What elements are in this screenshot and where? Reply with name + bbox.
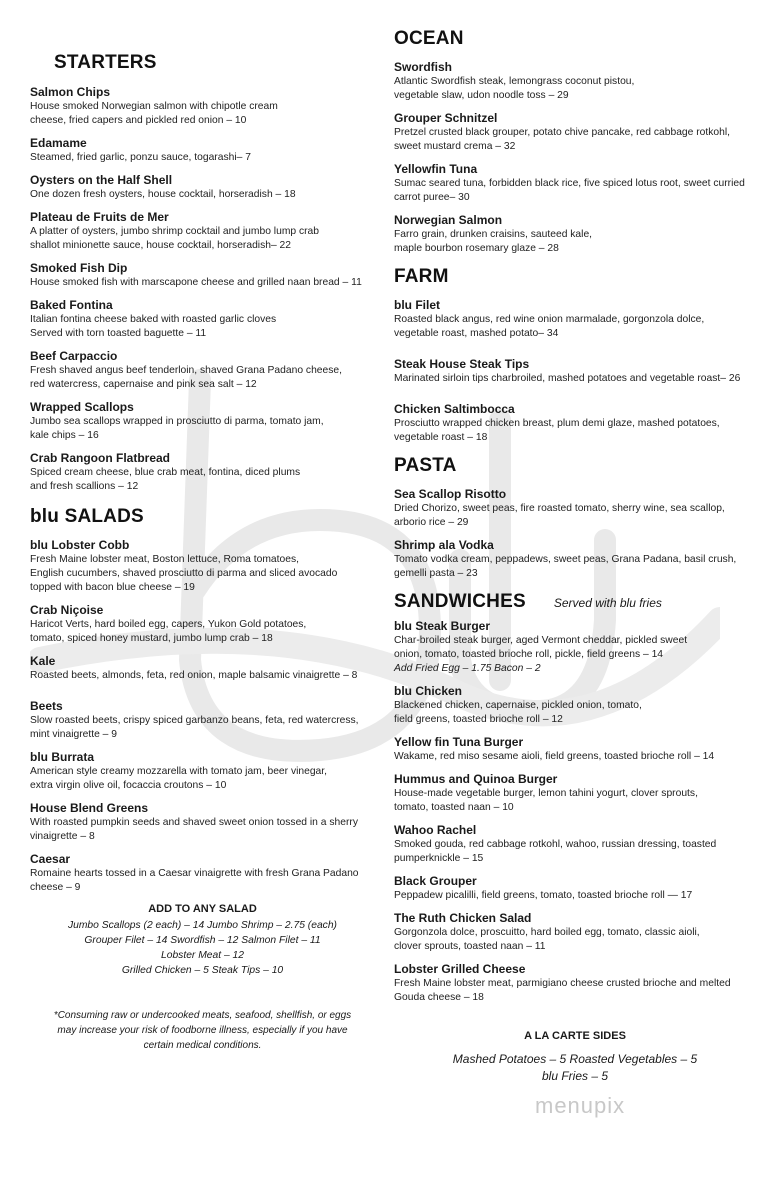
menu-item <box>394 619 756 676</box>
item-description: Atlantic Swordfish steak, lemongrass coconut pistou, vegetable slaw, udon noodle toss – 29 <box>394 76 635 101</box>
menu-item <box>394 60 756 103</box>
item-description: Farro grain, drunken craisins, sauteed kale, maple bourbon rosemary glaze – 28 <box>394 229 593 254</box>
item-name: Steak House Steak Tips <box>394 357 530 371</box>
add-on-line: Grilled Chicken – 5 Steak Tips – 10 <box>121 965 284 976</box>
item-name: Chicken Saltimbocca <box>394 402 515 416</box>
item-description: House-made vegetable burger, lemon tahini yogurt, clover sprouts, tomato, toasted naan – 10 <box>394 788 698 813</box>
item-name: blu Steak Burger <box>394 619 491 633</box>
menu-item <box>30 852 375 895</box>
item-name: Black Grouper <box>394 874 477 888</box>
item-addon: Add Fried Egg – 1.75 Bacon – 2 <box>394 663 541 674</box>
menu-item <box>30 538 375 595</box>
item-description: Fresh Maine lobster meat, parmigiano cheese crusted brioche and melted Gouda cheese – 18 <box>394 978 731 1003</box>
item-name: blu Burrata <box>30 750 95 764</box>
menu-item <box>394 874 756 903</box>
item-description: Char-broiled steak burger, aged Vermont cheddar, pickled sweet onion, tomato, toasted brioche roll, pickle, field greens – 14 <box>394 635 688 660</box>
item-name: The Ruth Chicken Salad <box>394 911 532 925</box>
item-name: blu Filet <box>394 298 440 312</box>
item-name: Baked Fontina <box>30 298 113 312</box>
menu-item <box>394 357 756 386</box>
menu-item <box>30 173 375 202</box>
ocean-heading: OCEAN <box>394 28 464 49</box>
add-on-line: Lobster Meat – 12 <box>161 950 244 961</box>
left-column <box>30 52 375 1053</box>
salads-heading: blu SALADS <box>30 506 144 527</box>
menu-item <box>30 210 375 253</box>
pasta-heading: PASTA <box>394 455 457 476</box>
menu-item <box>394 213 756 256</box>
item-description: A platter of oysters, jumbo shrimp cocktail and jumbo lump crab shallot minionette sauce, house cocktail, horseradish– 22 <box>30 226 320 251</box>
menu-item <box>30 699 375 742</box>
menu-item <box>394 684 756 727</box>
menu-item <box>30 750 375 793</box>
add-to-salad-heading: ADD TO ANY SALAD <box>148 903 257 915</box>
menu-item <box>30 261 375 290</box>
item-description: Roasted beets, almonds, feta, red onion, maple balsamic vinaigrette – 8 <box>30 670 358 681</box>
menu-item <box>394 735 756 764</box>
item-name: Hummus and Quinoa Burger <box>394 772 558 786</box>
item-description: Fresh Maine lobster meat, Boston lettuce, Roma tomatoes, English cucumbers, shaved prosciutto di parma and sliced avocado topped with bacon blue cheese – 19 <box>30 554 338 593</box>
menupix-logo: menupix <box>535 1093 626 1118</box>
served-with-note: Served with blu fries <box>553 596 662 610</box>
starters-heading: STARTERS <box>54 52 157 73</box>
item-name: Yellow fin Tuna Burger <box>394 735 524 749</box>
item-description: House smoked Norwegian salmon with chipotle cream cheese, fried capers and pickled red onion – 10 <box>30 101 278 126</box>
item-description: Roasted black angus, red wine onion marmalade, gorgonzola dolce, vegetable roast, mashed potato– 34 <box>394 314 705 339</box>
item-description: Fresh shaved angus beef tenderloin, shaved Grana Padano cheese, red watercress, capernaise and pink sea salt – 12 <box>30 365 342 390</box>
item-description: Italian fontina cheese baked with roasted garlic cloves Served with torn toasted baguette – 11 <box>30 314 277 339</box>
item-name: Lobster Grilled Cheese <box>394 962 526 976</box>
item-name: Salmon Chips <box>30 85 111 99</box>
menu-item <box>30 136 375 165</box>
sides-line: blu Fries – 5 <box>541 1069 609 1083</box>
item-description: Prosciutto wrapped chicken breast, plum demi glaze, mashed potatoes, vegetable roast – 18 <box>394 418 720 443</box>
item-description: Gorgonzola dolce, proscuitto, hard boiled egg, tomato, classic aioli, clover sprouts, toasted naan – 11 <box>394 927 700 952</box>
menu-item <box>394 823 756 866</box>
menu-item <box>30 349 375 392</box>
item-name: Sea Scallop Risotto <box>394 487 507 501</box>
item-description: Steamed, fried garlic, ponzu sauce, togarashi– 7 <box>30 152 251 163</box>
item-description: Marinated sirloin tips charbroiled, mashed potatoes and vegetable roast– 26 <box>394 373 741 384</box>
item-name: Shrimp ala Vodka <box>394 538 494 552</box>
add-on-line: Grouper Filet – 14 Swordfish – 12 Salmon Filet – 11 <box>84 935 321 946</box>
item-description: Peppadew picalilli, field greens, tomato, toasted brioche roll — 17 <box>394 890 693 901</box>
sandwiches-heading: SANDWICHES <box>394 591 526 612</box>
menu-item <box>30 451 375 494</box>
item-description: One dozen fresh oysters, house cocktail, horseradish – 18 <box>30 189 296 200</box>
menu-item <box>30 400 375 443</box>
consumer-advisory: *Consuming raw or undercooked meats, seafood, shellfish, or eggs may increase your risk of foodborne illness, especially if you have certain medical conditions. <box>53 1010 352 1051</box>
item-name: Norwegian Salmon <box>394 213 503 227</box>
item-name: Plateau de Fruits de Mer <box>30 210 169 224</box>
menu-item <box>394 487 756 530</box>
item-description: American style creamy mozzarella with tomato jam, beer vinegar, extra virgin olive oil, focaccia croutons – 10 <box>30 766 328 791</box>
item-description: Tomato vodka cream, peppadews, sweet peas, Grana Padana, basil crush, gemelli pasta – 23 <box>394 554 737 579</box>
item-name: Wrapped Scallops <box>30 400 134 414</box>
item-name: Beets <box>30 699 63 713</box>
item-name: Edamame <box>30 136 87 150</box>
item-name: Wahoo Rachel <box>394 823 477 837</box>
item-name: Smoked Fish Dip <box>30 261 128 275</box>
item-description: Haricot Verts, hard boiled egg, capers, Yukon Gold potatoes, tomato, spiced honey mustard, jumbo lump crab – 18 <box>30 619 307 644</box>
item-description: With roasted pumpkin seeds and shaved sweet onion tossed in a sherry vinaigrette – 8 <box>30 817 358 842</box>
sides-heading: A LA CARTE SIDES <box>524 1030 626 1042</box>
item-description: House smoked fish with marscapone cheese and grilled naan bread – 11 <box>30 277 362 288</box>
add-to-salad-box <box>30 903 375 978</box>
farm-heading: FARM <box>394 266 449 287</box>
item-description: Wakame, red miso sesame aioli, field greens, toasted brioche roll – 14 <box>394 751 715 762</box>
sides-line: Mashed Potatoes – 5 Roasted Vegetables – 5 <box>452 1052 698 1066</box>
menu-item <box>394 162 756 205</box>
item-name: blu Chicken <box>394 684 463 698</box>
menu-item <box>30 654 375 683</box>
item-name: Grouper Schnitzel <box>394 111 498 125</box>
menu-item <box>30 298 375 341</box>
item-description: Spiced cream cheese, blue crab meat, fontina, diced plums and fresh scallions – 12 <box>30 467 301 492</box>
item-description: Sumac seared tuna, forbidden black rice, five spiced lotus root, sweet curried carrot puree– 30 <box>394 178 745 203</box>
item-name: House Blend Greens <box>30 801 149 815</box>
item-name: Swordfish <box>394 60 453 74</box>
item-name: blu Lobster Cobb <box>30 538 130 552</box>
item-name: Beef Carpaccio <box>30 349 118 363</box>
item-name: Crab Niçoise <box>30 603 104 617</box>
item-name: Crab Rangoon Flatbread <box>30 451 171 465</box>
sandwiches-header <box>394 591 756 613</box>
menu-item <box>30 85 375 128</box>
menu-item <box>394 402 756 445</box>
menu-item <box>394 911 756 954</box>
item-description: Pretzel crusted black grouper, potato chive pancake, red cabbage rotkohl, sweet mustard crema – 32 <box>394 127 730 152</box>
add-on-line: Jumbo Scallops (2 each) – 14 Jumbo Shrimp – 2.75 (each) <box>67 920 337 931</box>
menu-item <box>394 111 756 154</box>
item-name: Caesar <box>30 852 71 866</box>
item-description: Blackened chicken, capernaise, pickled onion, tomato, field greens, toasted brioche roll – 12 <box>394 700 642 725</box>
item-name: Yellowfin Tuna <box>394 162 478 176</box>
menu-item <box>394 962 756 1005</box>
right-column <box>394 28 756 1013</box>
item-description: Romaine hearts tossed in a Caesar vinaigrette with fresh Grana Padano cheese – 9 <box>30 868 359 893</box>
item-description: Smoked gouda, red cabbage rotkohl, wahoo, russian dressing, toasted pumperknickle – 15 <box>394 839 717 864</box>
menu-item <box>30 603 375 646</box>
menu-item <box>394 298 756 341</box>
item-description: Slow roasted beets, crispy spiced garbanzo beans, feta, red watercress, mint vinaigrette – 9 <box>30 715 359 740</box>
item-name: Kale <box>30 654 56 668</box>
item-description: Dried Chorizo, sweet peas, fire roasted tomato, sherry wine, sea scallop, arborio rice – 29 <box>394 503 725 528</box>
item-description: Jumbo sea scallops wrapped in prosciutto di parma, tomato jam, kale chips – 16 <box>30 416 324 441</box>
menu-item <box>394 772 756 815</box>
menu-item <box>30 801 375 844</box>
a-la-carte-sides <box>394 1030 756 1085</box>
item-name: Oysters on the Half Shell <box>30 173 173 187</box>
menu-item <box>394 538 756 581</box>
